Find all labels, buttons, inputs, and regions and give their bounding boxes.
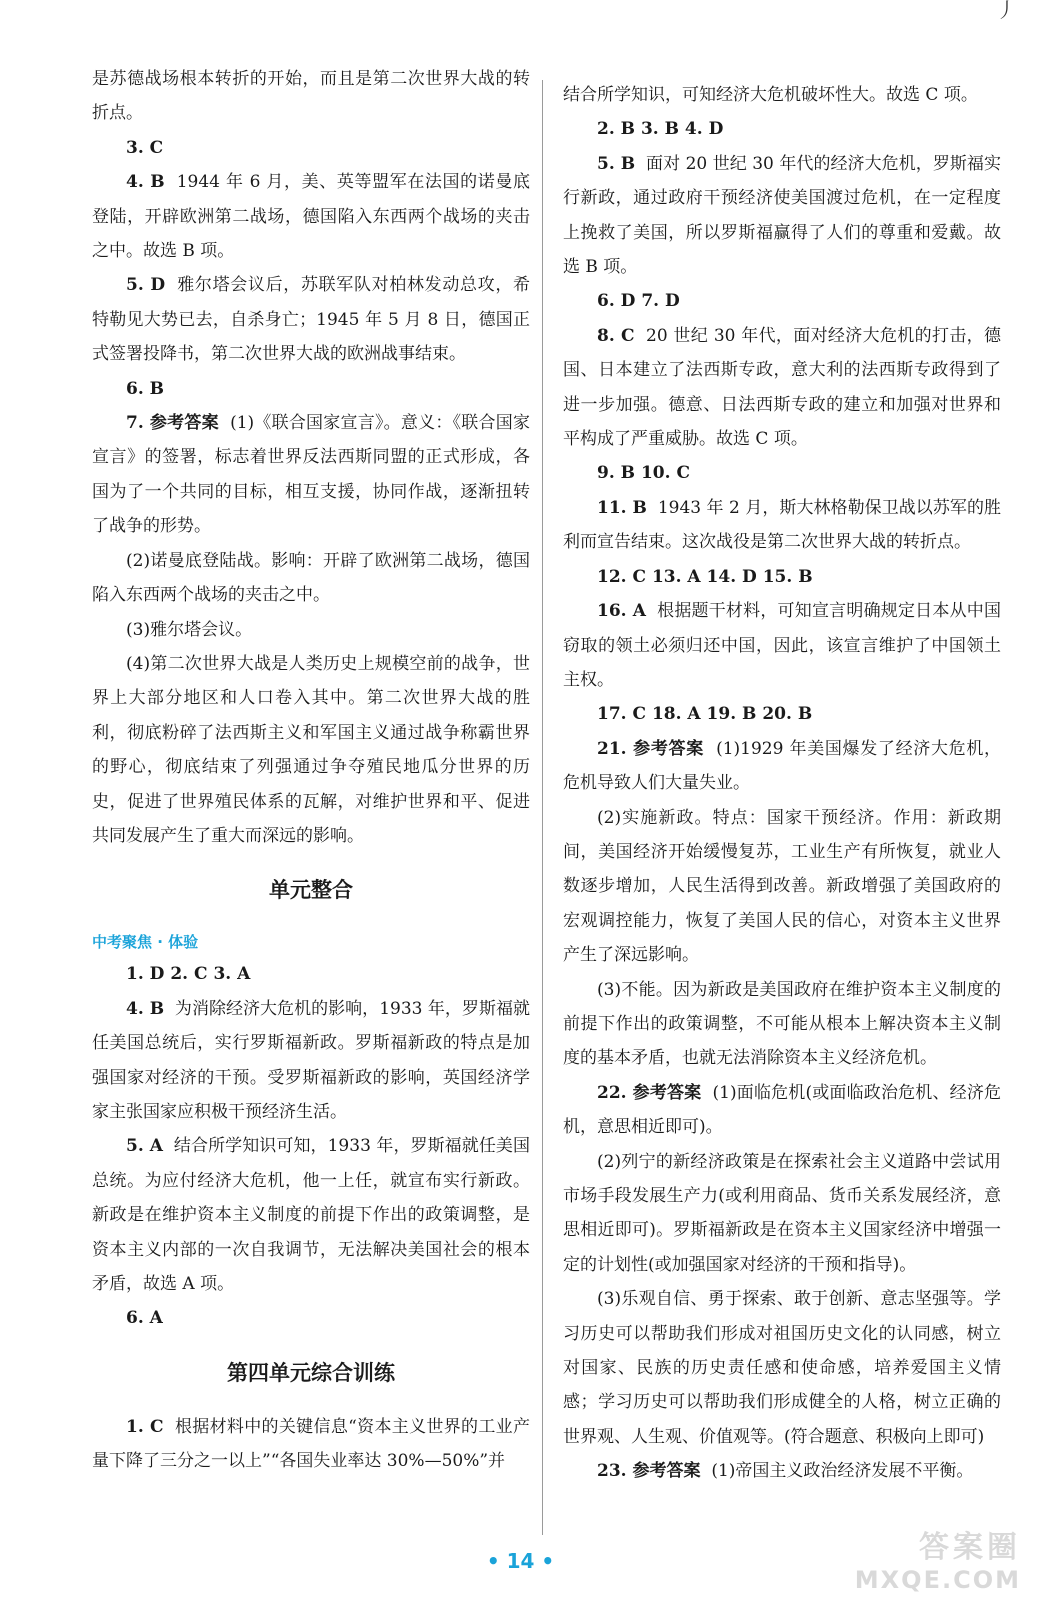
answer-text: (1)《联合国家宣言》。意义：《联合国家宣言》的签署，标志着世界反法西斯同盟的正式形成，各国为了一个共同的目标，相互支援，协同作战，逐渐扭转了战争的形势。	[92, 413, 530, 537]
answer-row	[563, 697, 1001, 731]
answer-label: 16. A	[597, 601, 646, 622]
answer-text: 1944 年 6 月，美、英等盟军在法国的诺曼底登陆，开辟欧洲第二战场，德国陷入东西两个战场的夹击之中。故选 B 项。	[92, 172, 530, 262]
page-number: • 14 •	[486, 1549, 555, 1573]
answer-4b	[92, 992, 530, 1130]
answer-label: 1. D 2. C 3. A	[126, 964, 251, 985]
answer-label: 6. D 7. D	[597, 291, 680, 312]
answer-23	[563, 1454, 1001, 1488]
answer-text: 雅尔塔会议后，苏联军队对柏林发动总攻，希特勒见大势已去，自杀身亡；1945 年 5 月 8 日，德国正式签署投降书，第二次世界大战的欧洲战事结束。	[92, 275, 531, 365]
answer-22-part2: (2)列宁的新经济政策是在探索社会主义道路中尝试用市场手段发展生产力(或利用商品、货币关系发展经济，意思相近即可)。罗斯福新政是在资本主义国家经济中增强一定的计划性(或加强国家对经济的干预和指导)。	[563, 1151, 1001, 1275]
column-divider	[542, 80, 543, 1535]
answer-label: 22. 参考答案	[597, 1082, 702, 1103]
answer-text: (1)帝国主义政治经济发展不平衡。	[711, 1461, 974, 1482]
answer-22	[563, 1076, 1001, 1145]
answer-label: 2. B 3. B 4. D	[597, 119, 724, 140]
answer-text: 为消除经济大危机的影响，1933 年，罗斯福就任美国总统后，实行罗斯福新政。罗斯福新政的特点是加强国家对经济的干预。受罗斯福新政的影响，英国经济学家主张国家应积极干预经济生活。	[92, 998, 530, 1122]
answer-label: 21. 参考答案	[597, 738, 704, 759]
sub-heading: 中考聚焦 · 体验	[92, 933, 199, 952]
answer-7	[92, 406, 530, 544]
answer-text: 1943 年 2 月，斯大林格勒保卫战以苏军的胜利而宣告结束。这次战役是第二次世界大战的转折点。	[563, 497, 1001, 553]
answer-7-part4: (4)第二次世界大战是人类历史上规模空前的战争，世界上大部分地区和人口卷入其中。第二次世界大战的胜利，彻底粉碎了法西斯主义和军国主义通过战争称霸世界的野心，彻底结束了列强通过争夺殖民地瓜分世界的历史，促进了世界殖民体系的瓦解，对维护世界和平、促进共同发展产生了重大而深远的影响。	[92, 653, 530, 846]
answer-21-part2: (2)实施新政。特点：国家干预经济。作用：新政期间，美国经济开始缓慢复苏，工业生产有所恢复，就业人数逐步增加，人民生活得到改善。新政增强了美国政府的宏观调控能力，恢复了美国人民的信心，对资本主义世界产生了深远影响。	[563, 807, 1001, 966]
left-column	[92, 62, 530, 1479]
answer-row	[563, 456, 1001, 490]
answer-22-part3: (3)乐观自信、勇于探索、敢于创新、意志坚强等。学习历史可以帮助我们形成对祖国历史文化的认同感，树立对国家、民族的历史责任感和使命感，培养爱国主义情感；学习历史可以帮助我们形成健全的人格，树立正确的世界观、人生观、价值观等。(符合题意、积极向上即可)	[563, 1289, 1001, 1447]
answer-21	[563, 732, 1001, 801]
answer-7-part2: (2)诺曼底登陆战。影响：开辟了欧洲第二战场，德国陷入东西两个战场的夹击之中。	[92, 550, 530, 606]
answer-label: 5. B	[597, 153, 636, 174]
answer-label: 9. B 10. C	[597, 463, 690, 484]
answer-6	[92, 372, 530, 406]
answer-label: 5. D	[126, 275, 166, 296]
answer-label: 4. B	[126, 998, 165, 1019]
answer-7-part3: (3)雅尔塔会议。	[126, 619, 253, 640]
answer-row	[92, 957, 530, 991]
watermark-url: MXQE.COM	[854, 1566, 1021, 1594]
answer-text: 根据材料中的关键信息“资本主义世界的工业产量下降了三分之一以上”“各国失业率达 30%—50%”并	[92, 1416, 530, 1472]
answer-text: 20 世纪 30 年代，面对经济大危机的打击，德国、日本建立了法西斯专政，意大利的法西斯专政得到了进一步加强。德意、日法西斯专政的建立和加强对世界和平构成了严重威胁。故选 C 项。	[563, 325, 1001, 450]
answer-label: 11. B	[597, 497, 647, 518]
answer-5b	[92, 1129, 530, 1301]
answer-11c	[563, 491, 1001, 560]
answer-label: 8. C	[597, 325, 635, 346]
answer-6b	[92, 1301, 530, 1335]
answer-label: 17. C 18. A 19. B 20. B	[597, 704, 813, 725]
answer-label: 5. A	[126, 1136, 163, 1157]
answer-label: 7. 参考答案	[126, 413, 219, 434]
answer-1c	[92, 1410, 530, 1479]
paragraph: 是苏德战场根本转折的开始，而且是第二次世界大战的转折点。	[92, 69, 530, 124]
answer-label: 23. 参考答案	[597, 1461, 701, 1482]
answer-text: 根据题干材料，可知宣言明确规定日本从中国窃取的领土必须归还中国，因此，该宣言维护了中国领土主权。	[563, 601, 1001, 690]
answer-label: 4. B	[126, 172, 165, 193]
paragraph: 结合所学知识，可知经济大危机破坏性大。故选 C 项。	[563, 85, 978, 105]
answer-text: (1)面临危机(或面临政治危机、经济危机，意思相近即可)。	[563, 1082, 1001, 1138]
right-column	[563, 78, 1001, 1489]
answer-label: 3. C	[126, 137, 164, 158]
answer-row	[563, 112, 1001, 146]
answer-text: (1)1929 年美国爆发了经济大危机，危机导致人们大量失业。	[563, 738, 1001, 794]
answer-8c	[563, 319, 1001, 457]
answer-5	[92, 268, 530, 371]
answer-3	[92, 131, 530, 165]
answer-label: 1. C	[126, 1416, 164, 1437]
answer-label: 6. A	[126, 1308, 163, 1329]
section-title-2: 第四单元综合训练	[227, 1360, 395, 1385]
answer-row	[563, 284, 1001, 318]
section-title: 单元整合	[269, 878, 353, 903]
answer-label: 12. C 13. A 14. D 15. B	[597, 566, 813, 587]
answer-text: 面对 20 世纪 30 年代的经济大危机，罗斯福实行新政，通过政府干预经济使美国渡过危机，在一定程度上挽救了美国，所以罗斯福赢得了人们的尊重和爱戴。故选 B 项。	[563, 153, 1001, 278]
watermark-logo	[821, 1522, 1021, 1592]
answer-16c	[563, 594, 1001, 697]
answer-21-part3: (3)不能。因为新政是美国政府在维护资本主义制度的前提下作出的政策调整，不可能从根本上解决资本主义制度的基本矛盾，也就无法消除资本主义经济危机。	[563, 979, 1001, 1069]
answer-5c	[563, 147, 1001, 285]
answer-label: 6. B	[126, 378, 165, 399]
watermark-text: 答案圈	[919, 1530, 1021, 1565]
answer-row	[563, 560, 1001, 594]
answer-text: 结合所学知识可知，1933 年，罗斯福就任美国总统。为应付经济大危机，他一上任，就宣布实行新政。新政是在维护资本主义制度的前提下作出的政策调整，是资本主义内部的一次自我调节，无法解决美国社会的根本矛盾，故选 A 项。	[92, 1136, 530, 1294]
answer-4	[92, 165, 530, 268]
corner-mark: 丿	[996, 0, 1016, 22]
